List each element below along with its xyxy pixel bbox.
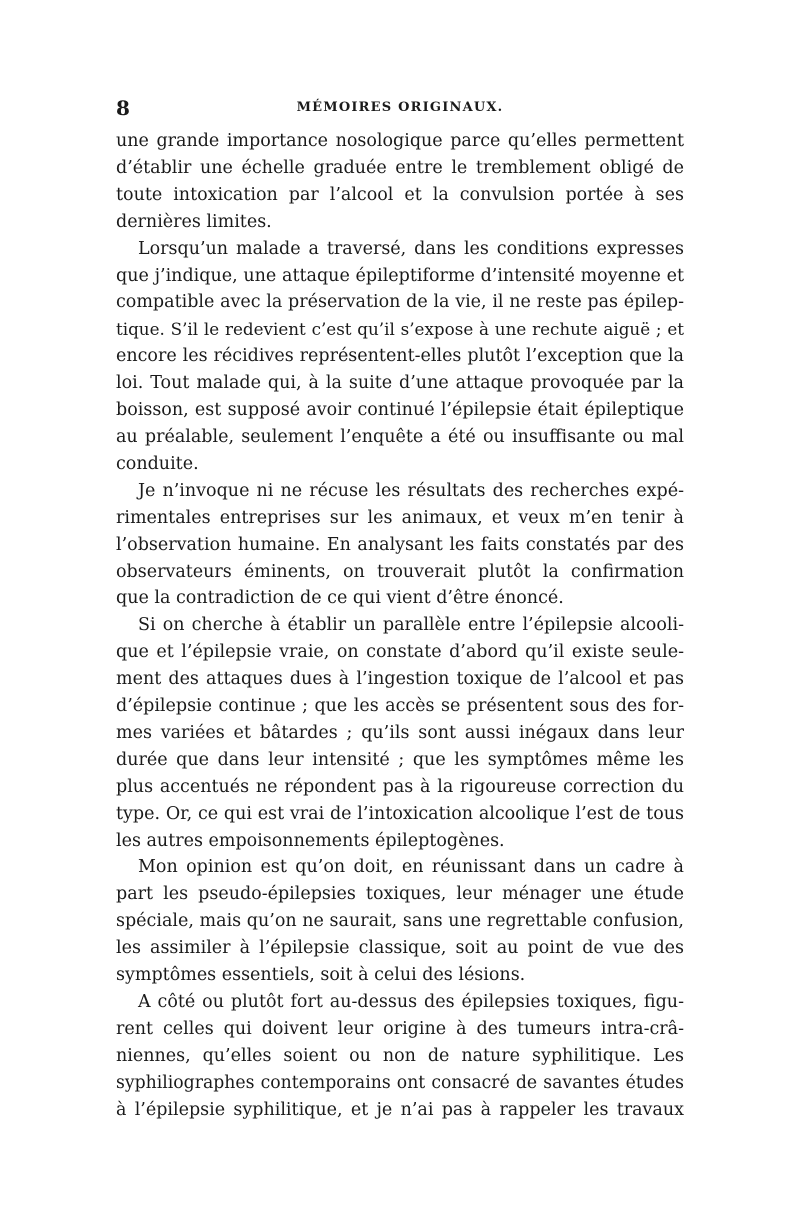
text-line: A côté ou plutôt fort au-dessus des épilepsies toxiques, figu- xyxy=(138,992,684,1012)
text-line: niennes, qu’elles soient ou non de nature syphilitique. Les xyxy=(116,1045,684,1066)
page-header xyxy=(116,96,684,122)
text-line: rimentales entreprises sur les animaux, et veux m’en tenir à xyxy=(116,507,684,528)
text-line: l’observation humaine. En analysant les faits constatés par des xyxy=(116,534,684,555)
text-line: spéciale, mais qu’on ne saurait, sans une regrettable confusion, xyxy=(116,911,684,932)
text-line: que la contradiction de ce qui vient d’être énoncé. xyxy=(116,588,564,609)
text-line: observateurs éminents, on trouverait plutôt la confirmation xyxy=(116,561,684,582)
text-line: encore les récidives représentent-elles plutôt l’exception que la xyxy=(116,346,684,367)
text-line: part les pseudo-épilepsies toxiques, leur ménager une étude xyxy=(116,884,684,905)
page-number: 8 xyxy=(116,96,130,120)
text-line: plus accentués ne répondent pas à la rigoureuse correction du xyxy=(116,776,684,797)
text-line: à l’épilepsie syphilitique, et je n’ai pas à rappeler les travaux xyxy=(116,1099,684,1120)
text-line: syphiliographes contemporains ont consacré de savantes études xyxy=(116,1072,684,1093)
text-line: durée que dans leur intensité ; que les symptômes même les xyxy=(116,749,684,770)
text-line: toute intoxication par l’alcool et la convulsion portée à ses xyxy=(116,184,684,205)
running-title: MÉMOIRES ORIGINAUX. xyxy=(296,100,504,115)
body-text xyxy=(116,128,684,1124)
text-line: conduite. xyxy=(116,453,199,474)
text-line: tique. S’il le redevient c’est qu’il s’expose à une rechute aiguë ; et xyxy=(116,319,684,340)
text-line: d’établir une échelle graduée entre le tremblement obligé de xyxy=(116,157,684,178)
text-line: une grande importance nosologique parce qu’elles permettent xyxy=(116,131,684,151)
text-line: loi. Tout malade qui, à la suite d’une attaque provoquée par la xyxy=(116,373,684,394)
text-line: mes variées et bâtardes ; qu’ils sont aussi inégaux dans leur xyxy=(116,722,684,743)
text-line: Lorsqu’un malade a traversé, dans les conditions expresses xyxy=(138,238,684,259)
text-line: Si on cherche à établir un parallèle entre l’épilepsie alcooli- xyxy=(138,615,684,636)
text-line: que j’indique, une attaque épileptiforme d’intensité moyenne et xyxy=(116,265,684,286)
text-line: type. Or, ce qui est vrai de l’intoxication alcoolique l’est de tous xyxy=(116,803,684,824)
text-line: les autres empoisonnements épileptogènes. xyxy=(116,830,505,851)
text-line: boisson, est supposé avoir continué l’épilepsie était épileptique xyxy=(116,400,684,421)
text-line: les assimiler à l’épilepsie classique, soit au point de vue des xyxy=(116,938,684,959)
text-line: symptômes essentiels, soit à celui des lésions. xyxy=(116,965,526,986)
text-line: que et l’épilepsie vraie, on constate d’abord qu’il existe seule- xyxy=(116,642,684,663)
text-line: d’épilepsie continue ; que les accès se présentent sous des for- xyxy=(116,696,684,717)
text-line: dernières limites. xyxy=(116,211,272,232)
text-line: rent celles qui doivent leur origine à des tumeurs intra-crâ- xyxy=(116,1018,684,1039)
text-line: ment des attaques dues à l’ingestion toxique de l’alcool et pas xyxy=(116,669,684,690)
text-line: Je n’invoque ni ne récuse les résultats des recherches expé- xyxy=(138,480,684,501)
text-line: Mon opinion est qu’on doit, en réunissant dans un cadre à xyxy=(138,857,684,878)
text-line: au préalable, seulement l’enquête a été ou insuffisante ou mal xyxy=(116,426,684,447)
text-line: compatible avec la préservation de la vie, il ne reste pas épilep- xyxy=(116,292,684,313)
